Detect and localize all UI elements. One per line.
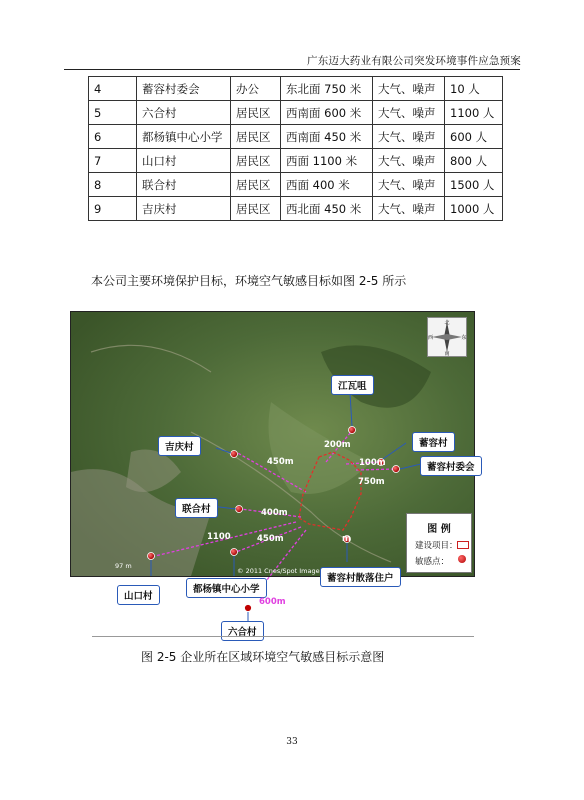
table-cell: 西南面 600 米: [281, 101, 373, 125]
table-row: [89, 197, 503, 221]
distance-label-750: 750m: [358, 477, 385, 487]
legend-sensitive-marker-icon: [458, 555, 466, 563]
callout-liuhe: 六合村: [221, 621, 264, 641]
legend-project-swatch: [457, 541, 469, 549]
compass-rose-icon: [428, 318, 466, 356]
marker-jiangwaju: [349, 427, 356, 434]
callout-scattered-households: 蓄容村散落住户: [320, 567, 401, 587]
table-cell: 联合村: [137, 173, 231, 197]
table-cell: 山口村: [137, 149, 231, 173]
caption-rule: [92, 636, 474, 637]
table-cell: 6: [89, 125, 137, 149]
marker-shankou: [148, 553, 155, 560]
document-header-title: 广东迈大药业有限公司突发环境事件应急预案: [307, 55, 521, 67]
marker-jiqing: [231, 451, 238, 458]
intro-paragraph: 本公司主要环境保护目标，环境空气敏感目标如图 2-5 所示: [91, 274, 407, 288]
table-cell: 六合村: [137, 101, 231, 125]
distance-label-400: 400m: [261, 508, 288, 518]
distance-label-600: 600m: [259, 597, 286, 607]
marker-committee: [393, 466, 400, 473]
north-arrow: [427, 317, 467, 357]
table-cell: 1000 人: [445, 197, 503, 221]
table-cell: 居民区: [231, 149, 281, 173]
distance-label-450-north: 450m: [267, 457, 294, 467]
table-cell: 5: [89, 101, 137, 125]
table-cell: 蓄容村委会: [137, 77, 231, 101]
compass-east: 东: [461, 335, 467, 341]
table-cell: 大气、噪声: [373, 101, 445, 125]
table-cell: 居民区: [231, 173, 281, 197]
table-cell: 西北面 450 米: [281, 197, 373, 221]
table-row: [89, 173, 503, 197]
table-cell: 大气、噪声: [373, 173, 445, 197]
table-cell: 居民区: [231, 197, 281, 221]
marker-liuhe: [245, 605, 252, 612]
table-cell: 800 人: [445, 149, 503, 173]
distance-label-450-south: 450m: [257, 534, 284, 544]
callout-xuerong: 蓄容村: [412, 432, 455, 452]
table-cell: 西面 1100 米: [281, 149, 373, 173]
map-imagery-credit: © 2011 Cnes/Spot Image: [237, 567, 320, 575]
table-cell: 居民区: [231, 125, 281, 149]
table-cell: 都杨镇中心小学: [137, 125, 231, 149]
page-number: 33: [286, 737, 298, 747]
table-cell: 1500 人: [445, 173, 503, 197]
figure-caption: 图 2-5 企业所在区域环境空气敏感目标示意图: [141, 650, 385, 664]
marker-lianhe: [236, 506, 243, 513]
compass-south: 南: [444, 351, 450, 357]
table-cell: 600 人: [445, 125, 503, 149]
table-cell: 8: [89, 173, 137, 197]
table-row: [89, 125, 503, 149]
callout-school: 都杨镇中心小学: [186, 578, 267, 598]
marker-liuhe-graphic: [240, 598, 260, 622]
legend-project-label: 建设项目：: [415, 541, 458, 551]
table-cell: 大气、噪声: [373, 77, 445, 101]
table-cell: 4: [89, 77, 137, 101]
callout-jiqing: 吉庆村: [158, 436, 201, 456]
callout-xuerong-committee: 蓄容村委会: [420, 456, 482, 476]
table-cell: 10 人: [445, 77, 503, 101]
callout-lianhe: 联合村: [175, 498, 218, 518]
distance-label-m: m: [342, 534, 351, 544]
table-cell: 大气、噪声: [373, 149, 445, 173]
legend-title: 图 例: [427, 524, 451, 535]
distance-label-200: 200m: [324, 440, 351, 450]
marker-school: [231, 549, 238, 556]
table-cell: 东北面 750 米: [281, 77, 373, 101]
table-cell: 办公: [231, 77, 281, 101]
table-cell: 吉庆村: [137, 197, 231, 221]
table-cell: 居民区: [231, 101, 281, 125]
table-cell: 9: [89, 197, 137, 221]
table-cell: 西南面 450 米: [281, 125, 373, 149]
table-row: [89, 77, 503, 101]
table-row: [89, 149, 503, 173]
table-cell: 1100 人: [445, 101, 503, 125]
callout-jiangwaju: 江瓦咀: [331, 375, 374, 395]
legend-sensitive-label: 敏感点：: [415, 557, 450, 567]
map-legend: [406, 513, 472, 573]
table-cell: 大气、噪声: [373, 125, 445, 149]
compass-north: 北: [444, 320, 450, 326]
callout-shankou: 山口村: [117, 585, 160, 605]
table-cell: 大气、噪声: [373, 197, 445, 221]
table-cell: 西面 400 米: [281, 173, 373, 197]
sensitive-targets-table: [88, 76, 503, 221]
map-scale-text: 97 m: [115, 562, 132, 570]
table-cell: 7: [89, 149, 137, 173]
distance-label-1100: 1100: [207, 532, 231, 542]
table-row: [89, 101, 503, 125]
compass-west: 西: [427, 335, 434, 341]
distance-label-100: 100m: [359, 458, 386, 468]
header-rule: [64, 69, 520, 70]
